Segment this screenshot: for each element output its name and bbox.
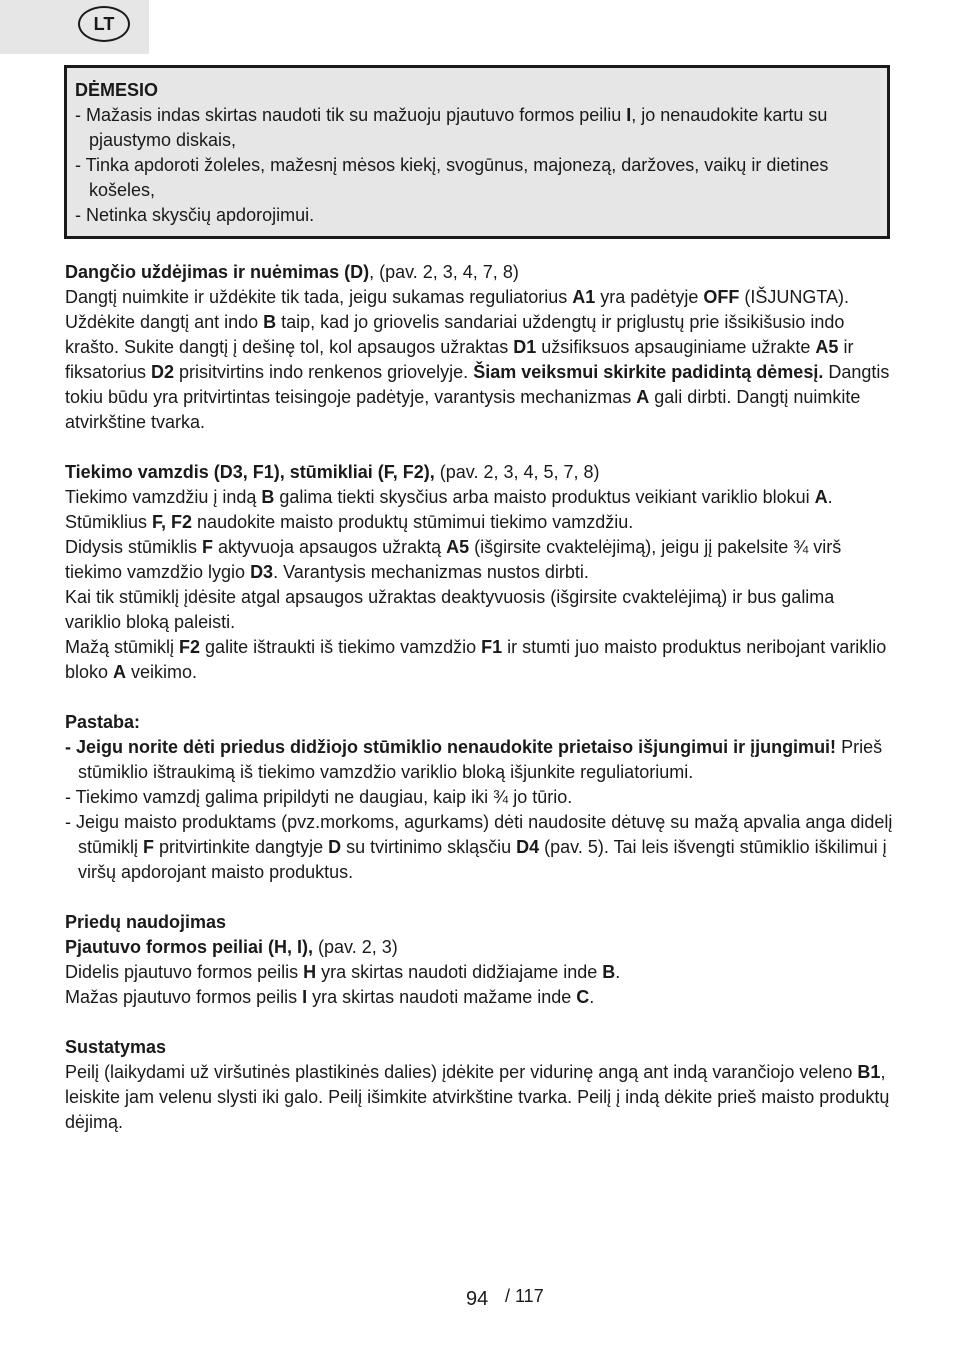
language-tab [0, 0, 149, 54]
paragraph: Mažą stūmiklį F2 galite ištraukti iš tiekimo vamzdžio F1 ir stumti juo maisto produktus neribojant variklio bloko A veikimo. [65, 637, 887, 682]
page-number: 94 [466, 1288, 489, 1310]
bold-term: H [303, 962, 317, 982]
bold-term: B1 [857, 1062, 881, 1082]
warning-box [64, 65, 890, 239]
paragraph [65, 910, 895, 935]
bold-term: Dangčio uždėjimas ir nuėmimas (D) [65, 262, 370, 282]
paragraph: Tiekimo vamzdžiu į indą B galima tiekti skysčius arba maisto produktus veikiant variklio blokui A. [65, 487, 833, 507]
bold-term: A [113, 662, 127, 682]
paragraph: Tiekimo vamzdis (D3, F1), stūmikliai (F, F2), (pav. 2, 3, 4, 5, 7, 8) [65, 462, 600, 482]
bold-term: Pjautuvo formos peiliai (H, I), [65, 937, 314, 957]
note-item: - Jeigu maisto produktams (pvz.morkoms, agurkams) dėti naudosite dėtuvę su mažą apvalia anga didelį stūmiklį F pritvirtinkite dangtyje D su tvirtinimo skląsčiu D4 (pav. 5). Tai leis išvengti stūmiklio iškilimui į viršų apdorojant maisto produktus. [65, 812, 893, 882]
bold-term: F2 [179, 637, 201, 657]
bold-term: A1 [572, 287, 596, 307]
bold-term: A5 [815, 337, 839, 357]
bold-term: Pastaba: [65, 712, 141, 732]
paragraph: Stūmiklius F, F2 naudokite maisto produktų stūmimui tiekimo vamzdžiu. [65, 512, 634, 532]
paragraph-gap [65, 1010, 895, 1035]
language-badge: LT [78, 6, 130, 42]
bold-term: D [328, 837, 342, 857]
bold-term: A [636, 387, 650, 407]
paragraph-gap [65, 685, 895, 710]
paragraph: Pjautuvo formos peiliai (H, I), (pav. 2, 3) [65, 937, 398, 957]
bold-term: F, F2 [152, 512, 193, 532]
bold-term: B [263, 312, 277, 332]
paragraph: Didysis stūmiklis F aktyvuoja apsaugos užraktą A5 (išgirsite cvaktelėjimą), jeigu jį pakelsite ¾ virš tiekimo vamzdžio lygio D3. Varantysis mechanizmas nustos dirbti. [65, 537, 842, 582]
bold-term: F [202, 537, 214, 557]
page-total: / 117 [505, 1286, 544, 1306]
warning-list [75, 103, 879, 228]
instructions-text [65, 260, 895, 1135]
bold-term: D3 [250, 562, 274, 582]
bold-term: C [576, 987, 590, 1007]
warning-item: - Mažasis indas skirtas naudoti tik su mažuoju pjautuvo formos peiliu I, jo nenaudokite kartu su pjaustymo diskais, [75, 105, 828, 150]
bold-term: D4 [516, 837, 540, 857]
bold-term: B [261, 487, 275, 507]
bold-term: Šiam veiksmui skirkite padidintą dėmesį. [473, 362, 824, 382]
bold-term: Sustatymas [65, 1037, 167, 1057]
bold-term: B [602, 962, 616, 982]
warning-title: DĖMESIO [75, 80, 159, 100]
warning-item: - Netinka skysčių apdorojimui. [75, 205, 315, 225]
paragraph [65, 1035, 895, 1060]
bold-term: A [814, 487, 828, 507]
bold-term: Priedų naudojimas [65, 912, 227, 932]
paragraph: Dangtį nuimkite ir uždėkite tik tada, jeigu sukamas reguliatorius A1 yra padėtyje OFF (IŠJUNGTA). [65, 287, 849, 307]
bold-term: D1 [513, 337, 537, 357]
bold-term: F1 [481, 637, 503, 657]
paragraph: Peilį (laikydami už viršutinės plastikinės dalies) įdėkite per vidurinę angą ant indą varančiojo veleno B1, leiskite jam velenu slysti iki galo. Peilį išimkite atvirkštine tvarka. Peilį į indą dėkite prieš maisto produktų dėjimą. [65, 1062, 890, 1132]
bold-term: I [626, 105, 632, 125]
paragraph: Uždėkite dangtį ant indo B taip, kad jo griovelis sandariai uždengtų ir priglustų prie išsikišusio indo krašto. Sukite dangtį į dešinę tol, kol apsaugos užraktas D1 užsifiksuos apsauginiame užrakte A5 ir fiksatorius D2 prisitvirtins indo renkenos griovelyje. Šiam veiksmui skirkite padidintą dėmesį. Dangtis tokiu būdu yra pritvirtintas teisingoje padėtyje, varantysis mechanizmas A gali dirbti. Dangtį nuimkite atvirkštine tvarka. [65, 312, 890, 432]
bold-term: - Jeigu norite dėti priedus didžiojo stūmiklio nenaudokite prietaiso išjungimui ir įjungimui! [65, 737, 837, 757]
bold-term: D2 [151, 362, 175, 382]
paragraph: Mažas pjautuvo formos peilis I yra skirtas naudoti mažame inde C. [65, 987, 595, 1007]
bold-term: Tiekimo vamzdis (D3, F1), stūmikliai (F, F2), [65, 462, 435, 482]
paragraph: Kai tik stūmiklį įdėsite atgal apsaugos užraktas deaktyvuosis (išgirsite cvaktelėjimą) ir bus galima variklio bloką paleisti. [65, 587, 835, 632]
paragraph [65, 710, 895, 735]
bold-term: OFF [703, 287, 740, 307]
note-item: - Tiekimo vamzdį galima pripildyti ne daugiau, kaip iki ¾ jo tūrio. [65, 787, 573, 807]
paragraph: Didelis pjautuvo formos peilis H yra skirtas naudoti didžiajame inde B. [65, 962, 621, 982]
paragraph: Dangčio uždėjimas ir nuėmimas (D), (pav. 2, 3, 4, 7, 8) [65, 262, 519, 282]
paragraph-gap [65, 885, 895, 910]
bold-term: A5 [446, 537, 470, 557]
paragraph-gap [65, 435, 895, 460]
bold-term: I [302, 987, 308, 1007]
note-item: - Jeigu norite dėti priedus didžiojo stūmiklio nenaudokite prietaiso išjungimui ir įjungimui! Prieš stūmiklio ištraukimą iš tiekimo vamzdžio variklio bloką išjunkite reguliatoriumi. [65, 737, 883, 782]
bold-term: F [143, 837, 155, 857]
warning-item: - Tinka apdoroti žoleles, mažesnį mėsos kiekį, svogūnus, majonezą, daržoves, vaikų ir dietines košeles, [75, 155, 829, 200]
